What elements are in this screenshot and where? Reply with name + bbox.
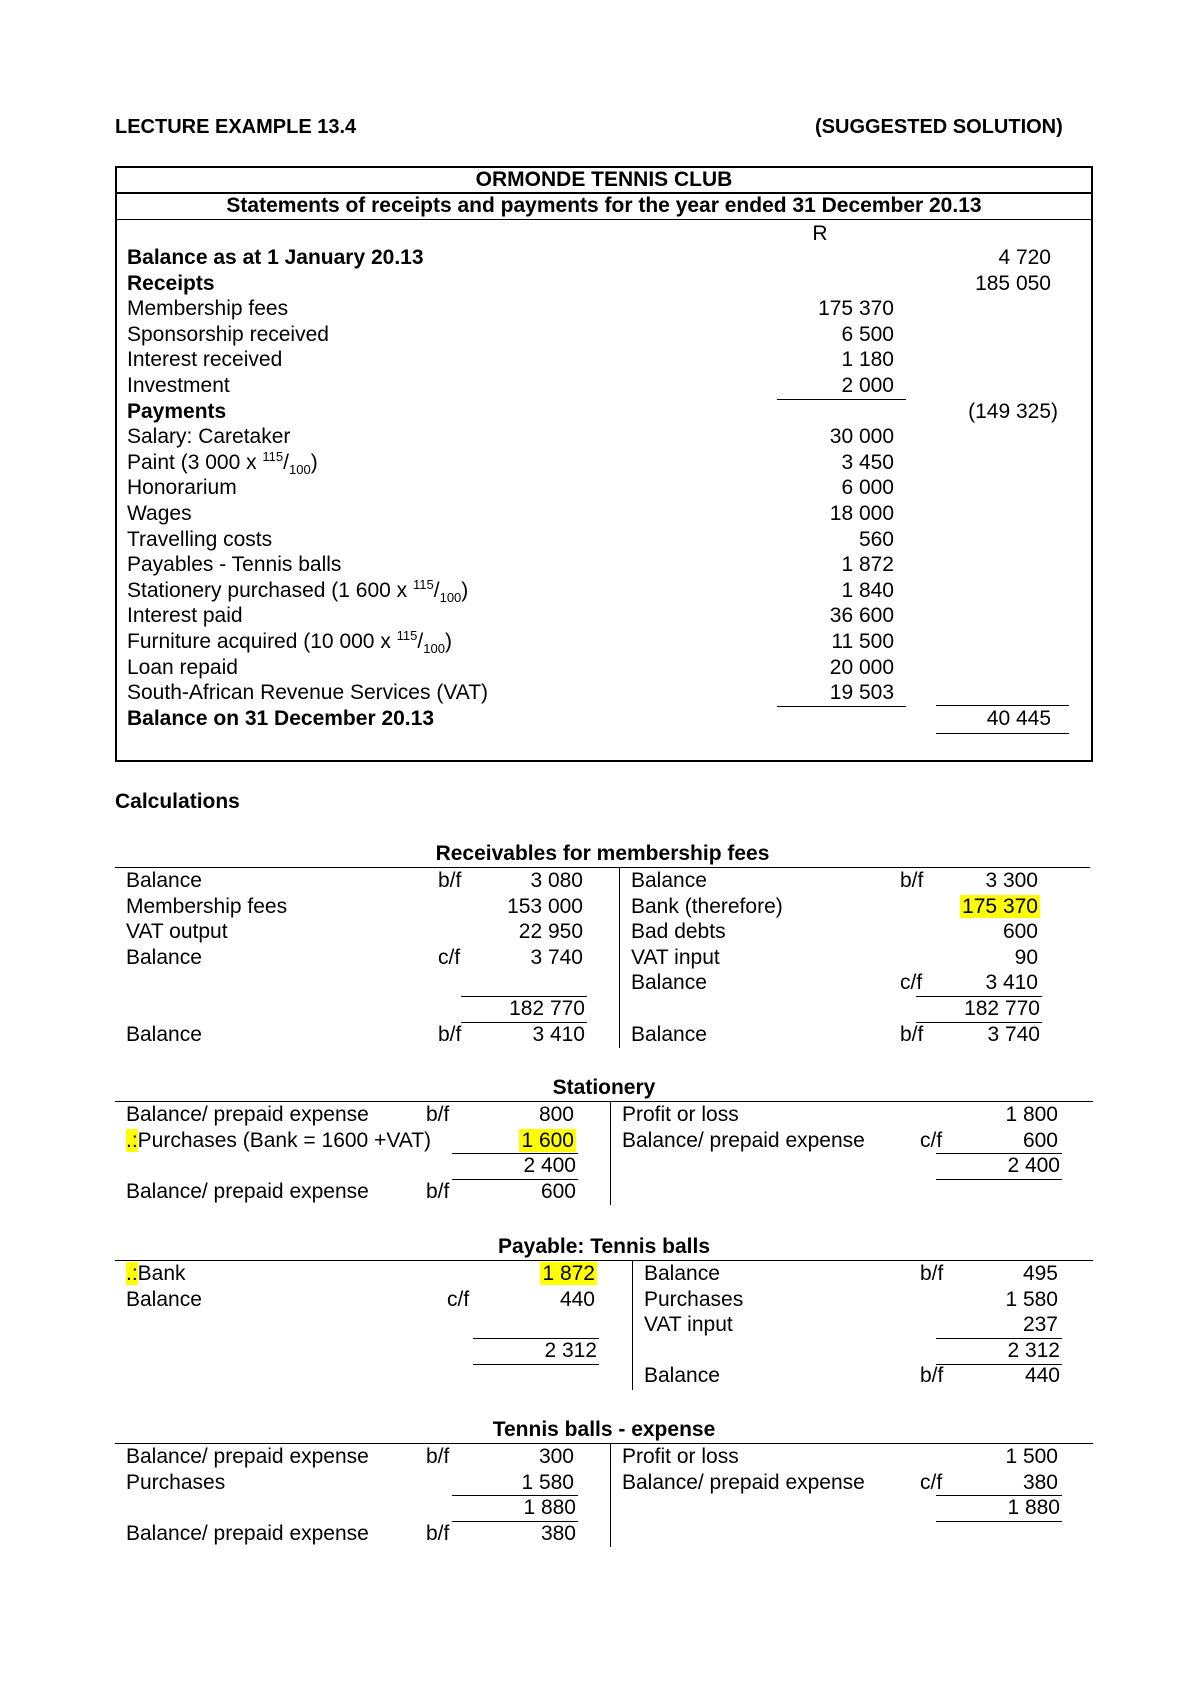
ledger-entry-label xyxy=(126,869,202,893)
fraction-denominator: 100 xyxy=(423,641,445,657)
fraction-denominator: 100 xyxy=(439,589,462,605)
ledger-bf-amount: 380 xyxy=(540,1521,576,1545)
ledger-bf-ref: b/f xyxy=(438,1022,462,1046)
ledger-amount-value: 1 600 xyxy=(521,1128,574,1152)
fraction-numerator: 115 xyxy=(262,448,284,464)
ledger-amount-value: 3 300 xyxy=(985,869,1038,892)
ledger-bf-amount: 3 740 xyxy=(987,1022,1040,1046)
statement-row-amount: 11 500 xyxy=(831,630,894,653)
ledger-top-rule xyxy=(115,1260,1093,1261)
ledger-total: 2 400 xyxy=(1007,1154,1060,1178)
ledger-entry-amount xyxy=(940,1262,1060,1286)
ledger-entry-amount xyxy=(940,1288,1060,1312)
ledger-title: Payable: Tennis balls xyxy=(497,1235,711,1258)
ledger-entry-amount xyxy=(456,1129,576,1153)
statement-row-amount: 1 840 xyxy=(841,578,894,602)
ledger-entry-text: Balance/ prepaid expense xyxy=(126,1103,369,1126)
ledger-entry-text: VAT output xyxy=(126,920,228,944)
ledger-total: 2 312 xyxy=(544,1338,597,1362)
statement-row-amount: 6 500 xyxy=(841,322,894,346)
lecture-title: LECTURE EXAMPLE 13.4 xyxy=(115,116,357,138)
ledger-entry-ref: c/f xyxy=(920,1470,943,1494)
ledger-top-rule xyxy=(115,1101,1093,1102)
fraction: $^{115}/_{100}$) xyxy=(262,448,318,477)
fraction: $^{115}/_{100}$) xyxy=(413,576,469,605)
ledger-bf-label: Balance xyxy=(644,1364,720,1388)
ledger-amount-value: 495 xyxy=(1022,1262,1058,1285)
statement-row-label: Payables - Tennis balls xyxy=(127,553,342,577)
ledger-entry-ref: b/f xyxy=(920,1262,944,1285)
ledger-amount-value: 600 xyxy=(1022,1128,1058,1152)
ledger-amount-value: 440 xyxy=(559,1287,595,1311)
ledger-entry-label xyxy=(644,1262,720,1286)
ledger-amount-value: 3 410 xyxy=(985,971,1038,995)
ledger-entry-amount xyxy=(920,971,1040,995)
fraction-close: ) xyxy=(310,450,318,474)
ledger-amount-value: 90 xyxy=(1014,945,1038,969)
ledger-center-rule xyxy=(632,1260,633,1390)
ledger-entry-ref: c/f xyxy=(438,945,461,969)
total-underline xyxy=(936,733,1069,734)
ledger-entry-ref: c/f xyxy=(920,1128,943,1152)
ledger-entry-label xyxy=(126,1103,369,1127)
ledger-entry-amount xyxy=(940,1445,1060,1469)
statement-row-amount: 18 000 xyxy=(829,502,894,525)
ledger-amount-value: 1 580 xyxy=(1005,1287,1058,1311)
statement-title-rule xyxy=(115,219,1093,220)
ledger-entry-amount xyxy=(920,869,1040,893)
ledger-entry-label xyxy=(631,869,707,893)
statement-row-label: Balance on 31 December 20.13 xyxy=(127,706,435,730)
ledger-entry-text: Balance xyxy=(644,1262,720,1285)
currency-label: R xyxy=(812,222,828,245)
ledger-entry-amount xyxy=(477,1262,597,1286)
statement-row-amount: 175 370 xyxy=(818,297,894,321)
ledger-entry-text: Balance xyxy=(631,869,707,892)
ledger-entry-text: Balance/ prepaid expense xyxy=(126,1445,369,1468)
ledger-amount-value: 237 xyxy=(1022,1313,1058,1337)
ledger-top-rule xyxy=(115,867,1090,868)
ledger-entry-ref: b/f xyxy=(438,869,462,892)
ledger-entry-amount xyxy=(940,1129,1060,1153)
ledger-entry-amount xyxy=(465,895,585,919)
ledger-amount-value: 1 580 xyxy=(521,1470,574,1494)
ledger-entry-label xyxy=(126,1262,186,1286)
ledger-bf-label: Balance/ prepaid expense xyxy=(126,1521,369,1545)
ledger-entry-text: Purchases xyxy=(644,1287,744,1311)
statement-row-amount: 2 000 xyxy=(841,374,894,397)
statement-row-label: Travelling costs xyxy=(127,527,273,551)
statement-title: Statements of receipts and payments for the year ended 31 December 20.13 xyxy=(226,194,982,217)
ledger-entry-amount xyxy=(477,1288,597,1312)
ledger-entry-text: Balance xyxy=(126,1287,202,1311)
statement-row-amount: 6 000 xyxy=(841,476,894,500)
ledger-total: 2 312 xyxy=(1007,1338,1060,1362)
fraction-close: ) xyxy=(444,630,452,653)
fraction-numerator: 115 xyxy=(396,628,418,643)
ledger-amount-value: 380 xyxy=(1022,1470,1058,1494)
ledger-amount-value: 1 800 xyxy=(1005,1103,1058,1126)
ledger-entry-amount xyxy=(920,920,1040,944)
ledger-entry-amount xyxy=(465,869,585,893)
ledger-entry-label xyxy=(622,1445,739,1469)
ledger-entry-text: Profit or loss xyxy=(622,1445,739,1468)
ledger-entry-text: Membership fees xyxy=(126,894,288,918)
ledger-entry-text: Purchases xyxy=(126,1470,226,1494)
ledger-entry-label xyxy=(126,895,287,919)
ledger-entry-label xyxy=(126,1129,431,1153)
ledger-entry-label xyxy=(631,895,783,919)
ledger-entry-text: Bank xyxy=(137,1262,186,1285)
amount-underline xyxy=(777,706,906,707)
statement-row-total: 4 720 xyxy=(998,246,1051,269)
ledger-amount-value: 1 872 xyxy=(542,1262,595,1285)
ledger-amount-value: 600 xyxy=(1002,920,1038,944)
ledger-entry-text: Purchases (Bank = 1600 +VAT) xyxy=(137,1128,432,1152)
statement-row-label: Investment xyxy=(127,374,230,397)
statement-row-amount: 3 450 xyxy=(841,450,894,474)
club-name: ORMONDE TENNIS CLUB xyxy=(475,168,733,191)
ledger-top-rule xyxy=(115,1443,1093,1444)
statement-row-amount: 1 872 xyxy=(841,553,894,577)
ledger-amount-value: 153 000 xyxy=(507,894,583,918)
ledger-entry-text: Bank (therefore) xyxy=(631,894,783,918)
ledger-entry-label xyxy=(644,1288,743,1312)
ledger-entry-amount xyxy=(940,1313,1060,1337)
ledger-center-rule xyxy=(610,1443,611,1547)
ledger-total: 1 880 xyxy=(1007,1496,1060,1520)
ledger-amount-value: 300 xyxy=(538,1445,574,1468)
ledger-entry-label xyxy=(631,946,720,970)
ledger-total-underline xyxy=(473,1364,599,1365)
ledger-entry-amount xyxy=(940,1103,1060,1127)
ledger-entry-amount xyxy=(456,1471,576,1495)
fraction-numerator: 115 xyxy=(413,576,434,592)
ledger-amount-value: 1 500 xyxy=(1005,1445,1058,1468)
ledger-amount-value: 22 950 xyxy=(518,920,583,944)
ledger-entry-text: Balance/ prepaid expense xyxy=(622,1128,865,1152)
statement-row-label: Interest paid xyxy=(127,604,243,628)
statement-row-amount: 36 600 xyxy=(829,604,894,628)
ledger-entry-label xyxy=(644,1313,733,1337)
ledger-entry-text: Balance xyxy=(631,971,707,995)
fraction-close: ) xyxy=(461,578,469,602)
statement-row-total: 185 050 xyxy=(975,271,1051,295)
ledger-entry-ref: b/f xyxy=(426,1103,450,1126)
statement-row-label: Payments xyxy=(127,399,227,423)
ledger-entry-label xyxy=(126,1288,202,1312)
ledger-entry-label xyxy=(126,920,228,944)
ledger-title: Receivables for membership fees xyxy=(435,842,770,865)
ledger-entry-text: Balance xyxy=(126,945,202,969)
ledger-bf-amount: 600 xyxy=(540,1179,576,1203)
amount-underline xyxy=(777,399,906,400)
ledger-bf-ref: b/f xyxy=(426,1179,450,1203)
ledger-entry-text: VAT input xyxy=(631,945,720,969)
ledger-bf-label: Balance xyxy=(631,1022,707,1046)
ledger-entry-label xyxy=(622,1129,865,1153)
statement-row-label: Receipts xyxy=(127,271,215,295)
fraction: $^{115}/_{100}$) xyxy=(396,628,452,657)
ledger-entry-text: Balance xyxy=(126,869,202,892)
statement-row-label: South-African Revenue Services (VAT) xyxy=(127,681,489,705)
statement-row-label: Loan repaid xyxy=(127,655,238,679)
fraction-denominator: 100 xyxy=(289,461,311,477)
statement-row-label: Furniture acquired (10 000 x $^{115}/_{100}$) xyxy=(127,628,452,657)
ledger-total-underline xyxy=(936,1179,1062,1180)
ledger-bf-ref: b/f xyxy=(900,1022,924,1046)
ledger-total: 182 770 xyxy=(964,997,1040,1020)
calculations-heading: Calculations xyxy=(115,790,240,813)
ledger-entry-amount xyxy=(940,1471,1060,1495)
ledger-entry-label xyxy=(126,1471,225,1495)
statement-row-amount: 19 503 xyxy=(829,681,894,705)
ledger-bf-label: Balance/ prepaid expense xyxy=(126,1179,369,1203)
ledger-entry-text: Profit or loss xyxy=(622,1103,739,1126)
statement-row-label: Stationery purchased (1 600 x $^{115}/_{100}$) xyxy=(127,576,469,605)
ledger-center-rule xyxy=(619,867,620,1048)
ledger-entry-label xyxy=(631,971,707,995)
ledger-amount-value: 175 370 xyxy=(962,894,1038,918)
ledger-entry-amount xyxy=(456,1445,576,1469)
statement-row-label: Membership fees xyxy=(127,297,289,321)
ledger-entry-label xyxy=(126,1445,369,1469)
ledger-amount-value: 3 740 xyxy=(530,945,583,969)
ledger-entry-ref: b/f xyxy=(426,1445,450,1468)
statement-row-label: Honorarium xyxy=(127,476,237,500)
ledger-entry-ref: c/f xyxy=(447,1287,470,1311)
ledger-entry-amount xyxy=(920,946,1040,970)
statement-row-label: Wages xyxy=(127,502,192,525)
statement-row-amount: 560 xyxy=(858,527,894,551)
statement-row-label: Interest received xyxy=(127,348,283,372)
ledger-entry-label xyxy=(622,1471,865,1495)
statement-row-label: Salary: Caretaker xyxy=(127,425,291,449)
ledger-bf-amount: 3 410 xyxy=(532,1022,585,1046)
ledger-bf-ref: b/f xyxy=(920,1364,944,1388)
ledger-entry-text: Balance/ prepaid expense xyxy=(622,1470,865,1494)
ledger-total: 182 770 xyxy=(509,997,585,1020)
ledger-title: Tennis balls - expense xyxy=(492,1418,716,1441)
ledger-entry-label xyxy=(126,946,202,970)
ledger-bf-label: Balance xyxy=(126,1022,202,1046)
ledger-entry-text: VAT input xyxy=(644,1313,733,1337)
ledger-amount-value: 3 080 xyxy=(530,869,583,892)
ledger-total-underline xyxy=(936,1521,1062,1522)
statement-row-amount: 20 000 xyxy=(829,655,894,679)
ledger-total: 1 880 xyxy=(523,1496,576,1520)
statement-row-total: 40 445 xyxy=(986,706,1051,730)
statement-row-total: (149 325) xyxy=(968,399,1058,423)
ledger-entry-amount xyxy=(456,1103,576,1127)
therefore-symbol: .: xyxy=(126,1262,138,1285)
ledger-amount-value: 800 xyxy=(538,1103,574,1126)
statement-row-amount: 1 180 xyxy=(841,348,894,372)
ledger-center-rule xyxy=(610,1101,611,1205)
ledger-entry-text: Bad debts xyxy=(631,920,726,944)
ledger-bf-ref: b/f xyxy=(426,1521,450,1545)
ledger-bf-amount: 440 xyxy=(1024,1364,1060,1388)
ledger-entry-ref: c/f xyxy=(900,971,923,995)
ledger-total: 2 400 xyxy=(523,1154,576,1178)
therefore-symbol: .: xyxy=(126,1128,138,1152)
statement-row-label: Balance as at 1 January 20.13 xyxy=(127,246,424,269)
ledger-entry-ref: b/f xyxy=(900,869,924,892)
ledger-entry-amount xyxy=(465,946,585,970)
statement-row-amount: 30 000 xyxy=(829,425,894,449)
ledger-entry-label xyxy=(622,1103,739,1127)
ledger-entry-label xyxy=(631,920,726,944)
ledger-entry-amount xyxy=(465,920,585,944)
statement-row-label: Sponsorship received xyxy=(127,322,329,346)
ledger-title: Stationery xyxy=(552,1076,656,1099)
statement-row-label: Paint (3 000 x $^{115}/_{100}$) xyxy=(127,448,318,477)
solution-label: (SUGGESTED SOLUTION) xyxy=(815,116,1063,138)
total-overline xyxy=(936,705,1069,706)
ledger-entry-amount xyxy=(920,895,1040,919)
